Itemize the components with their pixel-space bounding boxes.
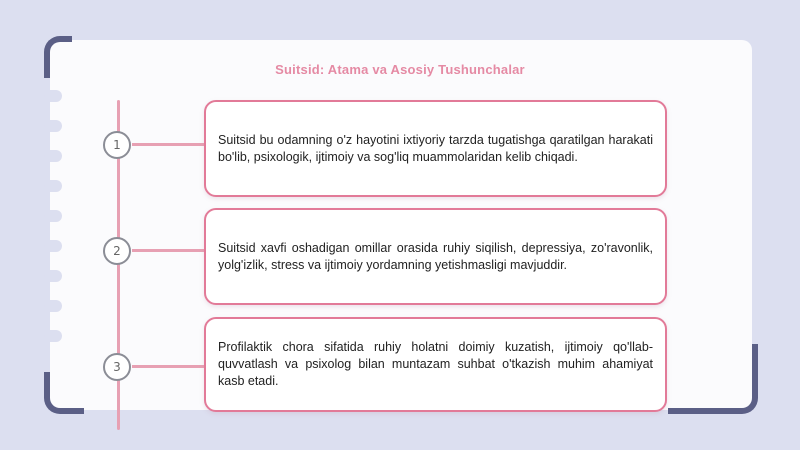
info-card: [204, 317, 667, 412]
step-number-badge: 3: [103, 353, 131, 381]
frame-corner-bottom-right: [668, 344, 758, 414]
info-card-text: Suitsid bu odamning o'z hayotini ixtiyoriy tarzda tugatishga qaratilgan harakati bo'lib, psixologik, ijtimoiy va sog'liq muammolaridan kelib chiqadi.: [218, 132, 653, 164]
timeline-connector: [132, 249, 206, 252]
info-card-text: Profilaktik chora sifatida ruhiy holatni doimiy kuzatish, ijtimoiy qo'llab-quvvatlash va psixolog bilan muntazam suhbat o'tkazish muhim ahamiyat kasb etadi.: [218, 340, 653, 388]
notebook-hole: [44, 330, 62, 342]
notebook-hole: [44, 300, 62, 312]
step-number-badge: 2: [103, 237, 131, 265]
notebook-hole: [44, 270, 62, 282]
notebook-hole: [44, 90, 62, 102]
frame-corner-bottom-left: [44, 372, 84, 414]
timeline-connector: [132, 143, 206, 146]
info-card: [204, 100, 667, 197]
notebook-hole: [44, 120, 62, 132]
step-number-badge: 1: [103, 131, 131, 159]
info-card: [204, 208, 667, 305]
timeline-connector: [132, 365, 206, 368]
info-card-text: Suitsid xavfi oshadigan omillar orasida ruhiy siqilish, depressiya, zo'ravonlik, yolg'izlik, stress va ijtimoiy yordamning yetishmasligi mavjuddir.: [218, 240, 653, 272]
notebook-hole: [44, 210, 62, 222]
notebook-hole: [44, 150, 62, 162]
notebook-hole: [44, 180, 62, 192]
notebook-hole: [44, 240, 62, 252]
slide-title: Suitsid: Atama va Asosiy Tushunchalar: [275, 62, 525, 77]
